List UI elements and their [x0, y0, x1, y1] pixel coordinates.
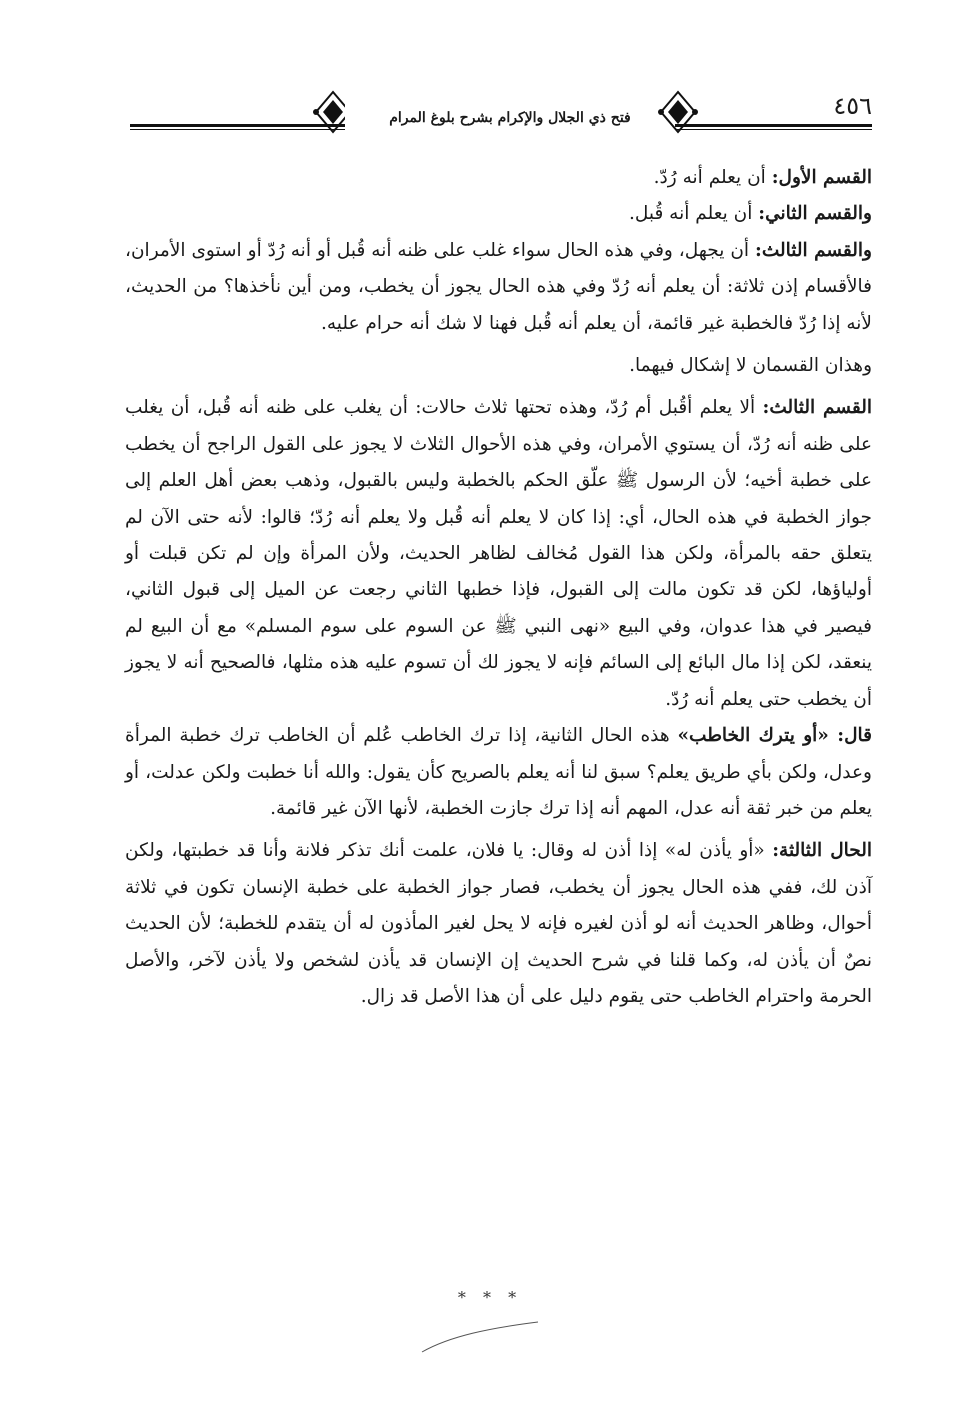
page-body — [125, 160, 872, 1015]
paragraph-text: أن يعلم أنه قُبل. — [628, 203, 759, 225]
paragraph-lead: قال: «أو يترك الخاطب» — [677, 725, 872, 747]
pen-mark-icon — [420, 1316, 540, 1356]
paragraph — [125, 348, 872, 384]
paragraph — [125, 233, 872, 342]
paragraph-text: «أو يأذن له» إذا أذن له وقال: يا فلان، علمت أنك تذكر فلانة وأنا قد خطبتها، ولكن آذن لك، ففي هذه الحال يجوز أن يخطب، فصار جواز الخطبة على خطبة الإنسان تكون في ثلاثة أحوال، وظاهر الحديث أنه لو أذن لغيره فإنه لا يحل لغير المأذون له أن يتقدم للخطبة؛ لأن الحديث نصٌ أن يأذن له، وكما قلنا في شرح الحديث إن الإنسان قد يأذن لشخص ولا يأذن لآخر، والأصل الحرمة واحترام الخاطب حتى يقوم دليل على أن هذا الأصل قد زال. — [125, 840, 872, 1007]
ornament-right-icon — [655, 88, 701, 136]
page-header — [130, 80, 872, 150]
paragraph-lead: والقسم الثاني: — [758, 203, 872, 225]
paragraph — [125, 390, 872, 718]
paragraph — [125, 196, 872, 232]
section-separator: * * * — [457, 1288, 523, 1307]
paragraph-lead: الحال الثالثة: — [772, 840, 872, 862]
paragraph-text: أن يجهل، وفي هذه الحال سواء غلب على ظنه أنه قُبل أو أنه رُدّ أو استوى الأمران، فالأقسام إذن ثلاثة: أن يعلم أنه رُدّ وفي هذه الحال يجوز أن يخطب، ومن أين نأخذها؟ من الحديث، لأنه إذا رُدّ فالخطبة غير قائمة، أن يعلم أنه قُبل فهنا لا شك أنه حرام عليه. — [125, 239, 872, 334]
page-number: ٤٥٦ — [833, 92, 872, 120]
paragraph-text: ألا يعلم أقُبل أم رُدّ، وهذه تحتها ثلاث حالات: أن يغلب على ظنه أنه قُبل، أن يغلب على ظنه أنه رُدّ، أن يستوي الأمران، وفي هذه الأحوال الثلاث لا يجوز على القول الراجح أن يخطب على خطبة أخيه؛ لأن الرسول ﷺ علّق الحكم بالخطبة وليس بالقبول، وذهب بعض أهل العلم إلى جواز الخطبة في هذه الحال، أي: إذا كان لا يعلم أنه قُبل ولا يعلم أنه رُدّ؛ قالوا: لأنه حتى الآن لم يتعلق حقه بالمرأة، ولكن هذا القول مُخالف لظاهر الحديث، ولأن المرأة وإن لم تكن قبلت أو أولياؤها، لكن قد تكون مالت إلى القبول، فإذا خطبها الثاني رجعت عن الميل إلى قبول الثاني، فيصير في هذا عدوان، وفي البيع «نهى النبي ﷺ عن السوم على سوم المسلم» مع أن البيع لم ينعقد، لكن إذا مال البائع إلى السائم فإنه لا يجوز لك أن تسوم عليه هذه مثلها، فالصحيح أنه لا يجوز أن يخطب حتى يعلم أنه رُدّ. — [125, 397, 872, 710]
paragraph-text: هذه الحال الثانية، إذا ترك الخاطب عُلم أن الخاطب ترك خطبة المرأة وعدل، ولكن بأي طريق يعلم؟ سبق لنا أنه يعلم بالصريح كأن يقول: والله أنا خطبت ولكن عدلت، أو يعلم من خبر ثقة أنه عدل، المهم أنه إذا ترك جازت الخطبة، لأنها الآن غير قائمة. — [125, 725, 872, 819]
paragraph-lead: والقسم الثالث: — [754, 239, 872, 261]
paragraph-text: أن يعلم أنه رُدّ. — [653, 167, 772, 188]
paragraph — [125, 833, 872, 1015]
paragraph-lead: القسم الثالث: — [762, 397, 872, 419]
paragraph-lead: القسم الأول: — [771, 167, 872, 188]
paragraph — [125, 718, 872, 827]
paragraph — [125, 160, 872, 196]
book-title: فتح ذي الجلال والإكرام بشرح بلوغ المرام — [345, 98, 675, 138]
paragraph-text: وهذان القسمان لا إشكال فيهما. — [629, 355, 872, 377]
